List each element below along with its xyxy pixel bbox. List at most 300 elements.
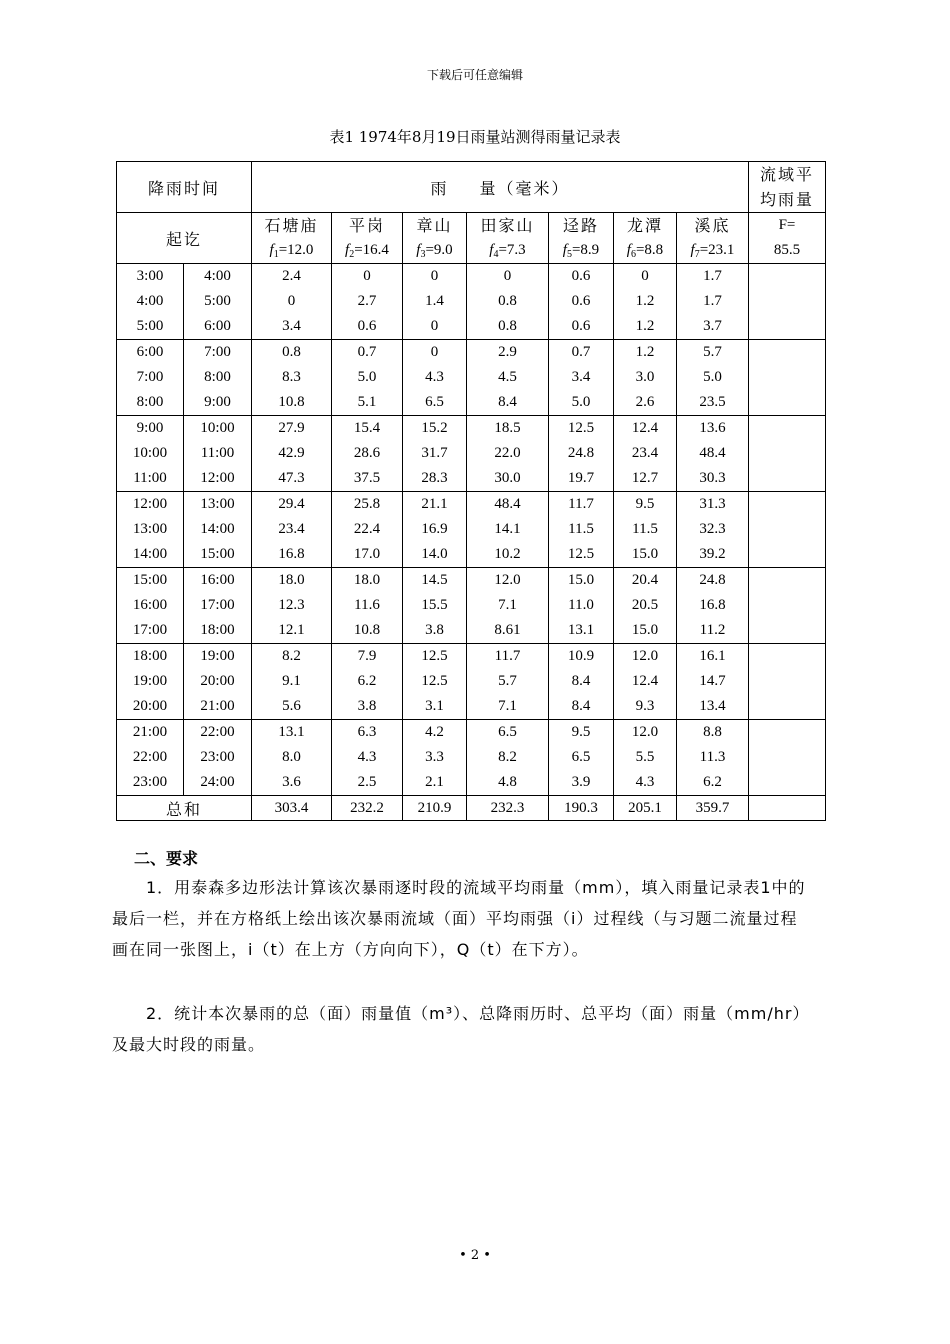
rain-cell <box>467 264 549 340</box>
rain-cell <box>467 340 549 416</box>
cell-value: 10.2 <box>494 546 521 562</box>
cell-value: 0.6 <box>571 268 591 284</box>
cell-value: 5.5 <box>635 749 655 765</box>
weight-symbol: f <box>690 242 695 258</box>
rain-cell <box>332 264 403 340</box>
table-row <box>117 568 826 644</box>
weight-value: =23.1 <box>699 242 735 258</box>
weight-value: =16.4 <box>354 242 389 258</box>
rainfall-table <box>116 161 826 821</box>
cell-value: 12.0 <box>631 724 659 740</box>
weight-subscript: 7 <box>694 249 700 260</box>
total-cell: 359.7 <box>677 796 749 821</box>
time-cell <box>184 492 252 568</box>
cell-value: 6.2 <box>357 673 377 689</box>
cell-value: 16.9 <box>421 521 448 537</box>
requirement-1 <box>112 872 812 965</box>
station-name: 平岗 <box>348 216 385 235</box>
cell-value: 8:00 <box>204 369 231 385</box>
cell-value: 6.5 <box>571 749 591 765</box>
cell-value: 0 <box>430 318 439 334</box>
cell-value: 2.1 <box>425 774 444 790</box>
table-caption: 表1 1974年8月19日雨量站测得雨量记录表 <box>329 128 621 146</box>
cell-value: 7:00 <box>204 344 231 360</box>
cell-value: 6.5 <box>498 724 517 740</box>
cell-value: 22:00 <box>132 749 168 765</box>
cell-value: 11.3 <box>699 749 726 765</box>
cell-value: 0.7 <box>357 344 377 360</box>
cell-value: 5.7 <box>498 673 517 689</box>
station-header <box>403 213 467 264</box>
cell-value: 21:00 <box>200 698 235 714</box>
rain-cell <box>467 416 549 492</box>
table-row <box>117 720 826 796</box>
rain-cell <box>403 568 467 644</box>
cell-value: 6.2 <box>703 774 722 790</box>
total-cell: 303.4 <box>252 796 332 821</box>
cell-value: 8.2 <box>282 648 301 664</box>
total-avg-cell <box>749 796 826 821</box>
header-avg-line2: 均雨量 <box>759 190 814 209</box>
cell-value: 47.3 <box>278 470 305 486</box>
rain-cell <box>403 644 467 720</box>
cell-value: 25.8 <box>353 496 381 512</box>
cell-value: 22.0 <box>494 445 521 461</box>
cell-value: 1.2 <box>635 318 655 334</box>
station-name: 迳路 <box>562 216 599 235</box>
cell-value: 12.4 <box>631 673 659 689</box>
cell-value: 17.0 <box>353 546 381 562</box>
cell-value: 15.0 <box>567 572 595 588</box>
weight-symbol: f <box>562 242 567 258</box>
station-weight <box>332 238 402 263</box>
cell-value: 16:00 <box>132 597 168 613</box>
cell-value: 1.7 <box>703 293 722 309</box>
cell-value: 48.4 <box>699 445 726 461</box>
weight-subscript: 2 <box>349 249 355 260</box>
weight-symbol: f <box>345 242 350 258</box>
cell-value: 24.8 <box>699 572 726 588</box>
cell-value: 13.1 <box>567 622 595 638</box>
cell-value: 5.0 <box>571 394 591 410</box>
time-cell <box>117 340 184 416</box>
cell-value: 13:00 <box>200 496 235 512</box>
cell-value: 12.0 <box>631 648 659 664</box>
cell-value: 9:00 <box>204 394 231 410</box>
cell-value: 8.8 <box>703 724 722 740</box>
avg-cell <box>749 720 826 796</box>
cell-value: 11.6 <box>354 597 380 613</box>
section-title: 二、要求 <box>134 849 199 868</box>
cell-value: 37.5 <box>353 470 381 486</box>
cell-value: 16.8 <box>278 546 305 562</box>
header-avg <box>749 162 826 213</box>
weight-value: =8.9 <box>571 242 600 258</box>
rain-cell <box>467 492 549 568</box>
rain-cell <box>252 492 332 568</box>
time-cell <box>117 568 184 644</box>
time-cell <box>184 340 252 416</box>
cell-value: 12.7 <box>631 470 659 486</box>
cell-value: 0.6 <box>571 293 591 309</box>
cell-value: 3.6 <box>282 774 301 790</box>
cell-value: 22.4 <box>353 521 381 537</box>
cell-value: 16.8 <box>699 597 726 613</box>
cell-value: 10.8 <box>278 394 305 410</box>
avg-cell <box>749 644 826 720</box>
cell-value: 14.1 <box>494 521 521 537</box>
cell-value: 20.5 <box>631 597 659 613</box>
cell-value: 23:00 <box>132 774 168 790</box>
avg-cell <box>749 568 826 644</box>
requirement-1-text: 1．用泰森多边形法计算该次暴雨逐时段的流域平均雨量（mm），填入雨量记录表1中的最后一栏，并在方格纸上绘出该次暴雨流域（面）平均雨强（i）过程线（与习题二流量过程画在同一张图上，i（t）在上方（方向向下），Q（t）在下方）。 <box>112 878 806 959</box>
time-cell <box>117 720 184 796</box>
rain-cell <box>332 644 403 720</box>
time-cell <box>184 416 252 492</box>
cell-value: 12.3 <box>278 597 305 613</box>
cell-value: 32.3 <box>699 521 726 537</box>
rain-cell <box>677 568 749 644</box>
cell-value: 28.3 <box>421 470 448 486</box>
cell-value: 6.5 <box>425 394 444 410</box>
time-cell <box>117 416 184 492</box>
rain-cell <box>549 264 614 340</box>
rain-cell <box>549 568 614 644</box>
cell-value: 31.7 <box>421 445 448 461</box>
cell-value: 10.8 <box>353 622 381 638</box>
cell-value: 19:00 <box>200 648 235 664</box>
cell-value: 12.5 <box>421 673 448 689</box>
cell-value: 0 <box>430 268 439 284</box>
cell-value: 11.0 <box>568 597 594 613</box>
cell-value: 11:00 <box>133 470 167 486</box>
cell-value: 30.0 <box>494 470 521 486</box>
table-row <box>117 416 826 492</box>
station-header <box>332 213 403 264</box>
cell-value: 1.2 <box>635 293 655 309</box>
basin-area <box>749 213 826 264</box>
cell-value: 30.3 <box>699 470 726 486</box>
cell-value: 4:00 <box>136 293 164 309</box>
cell-value: 5.1 <box>357 394 377 410</box>
cell-value: 10.9 <box>567 648 595 664</box>
basin-area-text: F= <box>778 217 796 233</box>
cell-value: 17:00 <box>200 597 235 613</box>
basin-area-text: 85.5 <box>773 242 801 258</box>
cell-value: 0.7 <box>571 344 591 360</box>
rain-cell <box>332 492 403 568</box>
cell-value: 3.4 <box>282 318 301 334</box>
weight-symbol: f <box>626 242 631 258</box>
weight-value: =7.3 <box>498 242 526 258</box>
cell-value: 5:00 <box>204 293 231 309</box>
rain-cell <box>614 720 677 796</box>
rain-cell <box>549 492 614 568</box>
cell-value: 3.4 <box>571 369 591 385</box>
rain-cell <box>403 720 467 796</box>
weight-subscript: 1 <box>273 249 279 260</box>
rain-cell <box>252 340 332 416</box>
total-label: 总和 <box>117 796 252 821</box>
cell-value: 2.9 <box>498 344 517 360</box>
weight-subscript: 6 <box>630 249 636 260</box>
rain-cell <box>614 568 677 644</box>
cell-value: 11:00 <box>200 445 235 461</box>
station-name: 溪底 <box>694 216 731 235</box>
rain-cell <box>549 720 614 796</box>
cell-value: 12.1 <box>278 622 305 638</box>
station-name: 章山 <box>416 216 453 235</box>
table-row <box>117 264 826 340</box>
cell-value: 15.5 <box>421 597 448 613</box>
cell-value: 8.61 <box>494 622 521 638</box>
cell-value: 13.1 <box>278 724 305 740</box>
cell-value: 12.5 <box>567 546 595 562</box>
cell-value: 24:00 <box>200 774 235 790</box>
cell-value: 11.5 <box>632 521 658 537</box>
cell-value: 10:00 <box>200 420 235 436</box>
header-rain: 雨 量（毫米） <box>252 162 749 213</box>
cell-value: 5.6 <box>282 698 301 714</box>
weight-symbol: f <box>416 242 421 258</box>
cell-value: 42.9 <box>278 445 305 461</box>
cell-value: 27.9 <box>278 420 305 436</box>
cell-value: 1.4 <box>425 293 444 309</box>
cell-value: 29.4 <box>278 496 305 512</box>
cell-value: 15.4 <box>353 420 381 436</box>
cell-value: 8.4 <box>571 698 591 714</box>
cell-value: 31.3 <box>699 496 726 512</box>
cell-value: 21:00 <box>132 724 168 740</box>
table-row <box>117 644 826 720</box>
cell-value: 39.2 <box>699 546 726 562</box>
time-cell <box>184 720 252 796</box>
requirement-2-text: 2．统计本次暴雨的总（面）雨量值（m³）、总降雨历时、总平均（面）雨量（mm/hr）及最大时段的雨量。 <box>112 1004 810 1054</box>
cell-value: 15.0 <box>631 546 659 562</box>
rain-cell <box>467 568 549 644</box>
cell-value: 3.8 <box>425 622 444 638</box>
cell-value: 23.5 <box>699 394 726 410</box>
cell-value: 2.6 <box>635 394 655 410</box>
time-cell <box>117 644 184 720</box>
cell-value: 3.8 <box>357 698 377 714</box>
avg-cell <box>749 492 826 568</box>
cell-value: 22:00 <box>200 724 235 740</box>
total-cell: 210.9 <box>403 796 467 821</box>
cell-value: 14:00 <box>132 546 168 562</box>
cell-value: 2.7 <box>357 293 377 309</box>
cell-value: 14:00 <box>200 521 235 537</box>
cell-value: 9.5 <box>635 496 655 512</box>
cell-value: 3.0 <box>635 369 655 385</box>
station-weight <box>403 238 466 263</box>
cell-value: 3:00 <box>136 268 164 284</box>
cell-value: 12.0 <box>494 572 521 588</box>
weight-value: =8.8 <box>635 242 664 258</box>
weight-symbol: f <box>489 242 494 258</box>
cell-value: 7.1 <box>498 597 517 613</box>
cell-value: 3.3 <box>425 749 444 765</box>
rain-cell <box>403 340 467 416</box>
cell-value: 5.7 <box>703 344 722 360</box>
rain-cell <box>677 264 749 340</box>
cell-value: 13:00 <box>132 521 168 537</box>
cell-value: 18:00 <box>132 648 168 664</box>
time-cell <box>117 264 184 340</box>
cell-value: 12:00 <box>200 470 235 486</box>
station-weight <box>467 238 548 263</box>
station-weight <box>252 238 331 263</box>
cell-value: 1.2 <box>635 344 655 360</box>
rain-cell <box>614 416 677 492</box>
rain-cell <box>403 492 467 568</box>
cell-value: 18.0 <box>353 572 381 588</box>
time-cell <box>184 644 252 720</box>
total-cell: 232.2 <box>332 796 403 821</box>
cell-value: 11.2 <box>699 622 726 638</box>
rain-cell <box>677 492 749 568</box>
cell-value: 7:00 <box>136 369 164 385</box>
cell-value: 18:00 <box>200 622 235 638</box>
cell-value: 6.3 <box>357 724 377 740</box>
cell-value: 6:00 <box>136 344 164 360</box>
cell-value: 0.8 <box>498 293 517 309</box>
header-time: 降雨时间 <box>117 162 252 213</box>
header-avg-line1: 流域平 <box>759 165 814 184</box>
cell-value: 9.1 <box>282 673 301 689</box>
cell-value: 6:00 <box>204 318 231 334</box>
station-weight <box>614 238 676 263</box>
cell-value: 12.4 <box>631 420 659 436</box>
cell-value: 24.8 <box>567 445 595 461</box>
cell-value: 17:00 <box>132 622 168 638</box>
cell-value: 14.5 <box>421 572 448 588</box>
rain-cell <box>549 644 614 720</box>
time-cell <box>117 492 184 568</box>
weight-value: =9.0 <box>425 242 453 258</box>
cell-value: 7.9 <box>357 648 377 664</box>
cell-value: 4.5 <box>498 369 517 385</box>
rain-cell <box>403 416 467 492</box>
cell-value: 3.1 <box>425 698 444 714</box>
cell-value: 14.0 <box>421 546 448 562</box>
rain-cell <box>677 416 749 492</box>
weight-subscript: 4 <box>493 249 499 260</box>
table-row <box>117 340 826 416</box>
rain-cell <box>677 340 749 416</box>
total-cell: 190.3 <box>549 796 614 821</box>
cell-value: 8.3 <box>282 369 301 385</box>
total-cell: 232.3 <box>467 796 549 821</box>
cell-value: 2.4 <box>282 268 301 284</box>
header-note: 下载后可任意编辑 <box>426 68 523 82</box>
cell-value: 23:00 <box>200 749 235 765</box>
cell-value: 4.8 <box>498 774 517 790</box>
cell-value: 10:00 <box>132 445 168 461</box>
station-weight <box>549 238 613 263</box>
cell-value: 5.0 <box>357 369 377 385</box>
rain-cell <box>467 644 549 720</box>
cell-value: 4.3 <box>425 369 444 385</box>
cell-value: 0.6 <box>571 318 591 334</box>
cell-value: 21.1 <box>421 496 448 512</box>
cell-value: 15.2 <box>421 420 448 436</box>
rain-cell <box>252 568 332 644</box>
cell-value: 4.2 <box>425 724 444 740</box>
cell-value: 11.7 <box>568 496 594 512</box>
header-range: 起讫 <box>117 213 252 264</box>
rain-cell <box>332 416 403 492</box>
cell-value: 20:00 <box>200 673 235 689</box>
station-name: 龙潭 <box>626 216 663 235</box>
cell-value: 16.1 <box>699 648 726 664</box>
cell-value: 4.3 <box>635 774 655 790</box>
time-cell <box>184 568 252 644</box>
cell-value: 5:00 <box>136 318 164 334</box>
cell-value: 0 <box>287 293 296 309</box>
cell-value: 8.4 <box>571 673 591 689</box>
cell-value: 4.3 <box>357 749 377 765</box>
cell-value: 14.7 <box>699 673 726 689</box>
cell-value: 20.4 <box>631 572 659 588</box>
cell-value: 28.6 <box>353 445 381 461</box>
station-header <box>614 213 677 264</box>
station-header <box>252 213 332 264</box>
cell-value: 11.7 <box>494 648 521 664</box>
cell-value: 12.5 <box>567 420 595 436</box>
cell-value: 7.1 <box>498 698 517 714</box>
cell-value: 20:00 <box>132 698 168 714</box>
cell-value: 0.6 <box>357 318 377 334</box>
cell-value: 3.9 <box>571 774 591 790</box>
time-cell <box>184 264 252 340</box>
cell-value: 13.4 <box>699 698 726 714</box>
page-number: • 2 • <box>459 1248 491 1263</box>
rain-cell <box>549 340 614 416</box>
cell-value: 8:00 <box>136 394 164 410</box>
cell-value: 9.3 <box>635 698 655 714</box>
cell-value: 8.2 <box>498 749 517 765</box>
requirement-2 <box>112 998 812 1060</box>
cell-value: 0.8 <box>498 318 517 334</box>
rain-cell <box>467 720 549 796</box>
avg-cell <box>749 264 826 340</box>
weight-subscript: 5 <box>566 249 572 260</box>
rain-cell <box>252 720 332 796</box>
rain-cell <box>614 264 677 340</box>
cell-value: 9:00 <box>136 420 164 436</box>
cell-value: 23.4 <box>278 521 305 537</box>
cell-value: 15:00 <box>200 546 235 562</box>
cell-value: 4:00 <box>204 268 231 284</box>
cell-value: 5.0 <box>703 369 722 385</box>
rain-cell <box>614 340 677 416</box>
rain-cell <box>332 568 403 644</box>
cell-value: 13.6 <box>699 420 726 436</box>
cell-value: 0 <box>641 268 649 284</box>
cell-value: 11.5 <box>568 521 594 537</box>
station-name: 田家山 <box>480 216 535 235</box>
cell-value: 8.0 <box>282 749 301 765</box>
cell-value: 23.4 <box>631 445 659 461</box>
rain-cell <box>677 720 749 796</box>
weight-symbol: f <box>269 242 274 258</box>
station-header <box>677 213 749 264</box>
station-weight <box>677 238 748 263</box>
rain-cell <box>252 644 332 720</box>
totals-row <box>117 796 826 821</box>
rain-cell <box>332 720 403 796</box>
